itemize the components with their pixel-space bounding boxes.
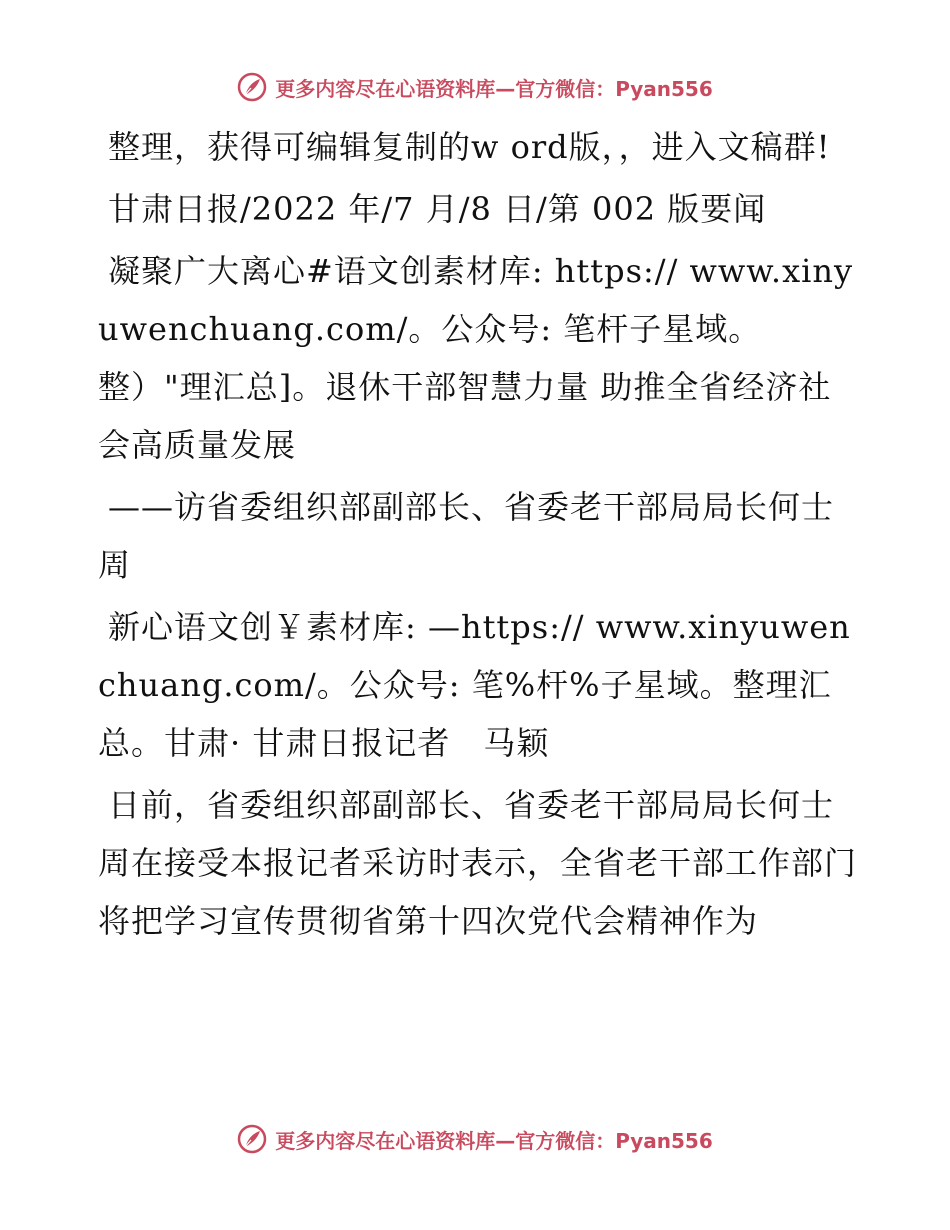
paragraph-headline: 凝聚广大离心#语文创素材库: https:// www.xinyuwenchuang.com/。公众号: 笔杆子星域。整）"理汇总]。退休干部智慧力量 助推全省经济社会高质量发展 — [98, 252, 854, 464]
header-watermark — [0, 72, 950, 102]
watermark-text: 更多内容尽在心语资料库—官方微信：Pyan556 — [275, 76, 713, 101]
feather-pen-circle-icon — [237, 72, 267, 102]
document-body — [98, 118, 858, 954]
paragraph-intro: 整理，获得可编辑复制的w ord版，，进入文稿群! — [108, 128, 831, 166]
paragraph-byline: 新心语文创￥素材库: —https:// www.xinyuwenchuang.com/。公众号: 笔%杆%子星域。整理汇总。甘肃· 甘肃日报记者 马颖 — [98, 608, 851, 762]
feather-pen-circle-icon — [237, 1124, 267, 1154]
watermark-text: 更多内容尽在心语资料库—官方微信：Pyan556 — [275, 1128, 713, 1153]
paragraph-subheadline: ——访省委组织部副部长、省委老干部局局长何士周 — [98, 488, 835, 584]
paragraph-body: 日前，省委组织部副部长、省委老干部局局长何士周在接受本报记者采访时表示，全省老干部工作部门将把学习宣传贯彻省第十四次党代会精神作为 — [98, 786, 858, 940]
footer-watermark — [0, 1124, 950, 1154]
paragraph-source: 甘肃日报/2022 年/7 月/8 日/第 002 版要闻 — [108, 190, 767, 228]
